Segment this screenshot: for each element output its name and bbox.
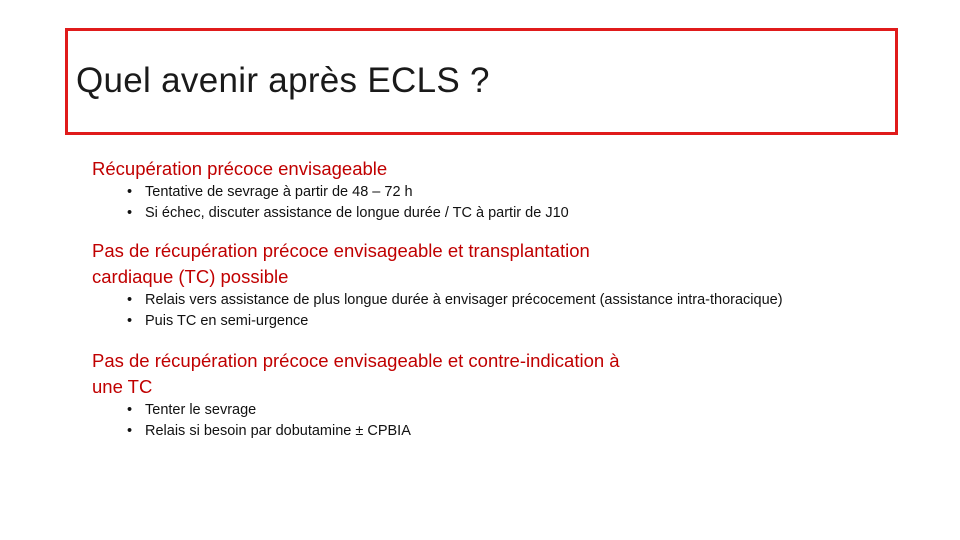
bullet-marker: • xyxy=(127,313,133,329)
title-frame xyxy=(65,28,898,135)
bullet-list xyxy=(92,182,912,224)
bullet-item xyxy=(127,182,912,203)
bullet-text: Puis TC en semi-urgence xyxy=(145,313,309,329)
section-heading-line: cardiaque (TC) possible xyxy=(92,266,289,287)
bullet-marker: • xyxy=(127,423,133,439)
section-heading xyxy=(92,156,912,182)
bullet-item xyxy=(127,203,912,224)
bullet-item xyxy=(127,400,912,421)
bullet-text: Si échec, discuter assistance de longue durée / TC à partir de J10 xyxy=(145,205,569,221)
bullet-text: Tenter le sevrage xyxy=(145,402,257,418)
slide-title: Quel avenir après ECLS ? xyxy=(76,61,490,100)
bullet-item xyxy=(127,290,912,311)
bullet-marker: • xyxy=(127,205,133,221)
section-heading xyxy=(92,348,912,400)
bullet-item xyxy=(127,421,912,442)
bullet-list xyxy=(92,400,912,442)
section-heading-line: Pas de récupération précoce envisageable et transplantation xyxy=(92,240,590,261)
bullet-text: Relais vers assistance de plus longue durée à envisager précocement (assistance intra-thoracique) xyxy=(145,292,783,308)
bullet-text: Relais si besoin par dobutamine ± CPBIA xyxy=(145,423,411,439)
section-heading-line: Récupération précoce envisageable xyxy=(92,158,388,179)
bullet-item xyxy=(127,311,912,332)
section-heading xyxy=(92,238,912,290)
bullet-marker: • xyxy=(127,402,133,418)
bullet-list xyxy=(92,290,912,332)
section-no-recovery-tc-contraindicated xyxy=(92,348,912,442)
bullet-marker: • xyxy=(127,184,133,200)
bullet-marker: • xyxy=(127,292,133,308)
section-heading-line: Pas de récupération précoce envisageable et contre-indication à xyxy=(92,350,620,371)
bullet-text: Tentative de sevrage à partir de 48 – 72 h xyxy=(145,184,413,200)
section-no-recovery-tc-possible xyxy=(92,238,912,332)
section-heading-line: une TC xyxy=(92,376,153,397)
section-early-recovery xyxy=(92,156,912,224)
